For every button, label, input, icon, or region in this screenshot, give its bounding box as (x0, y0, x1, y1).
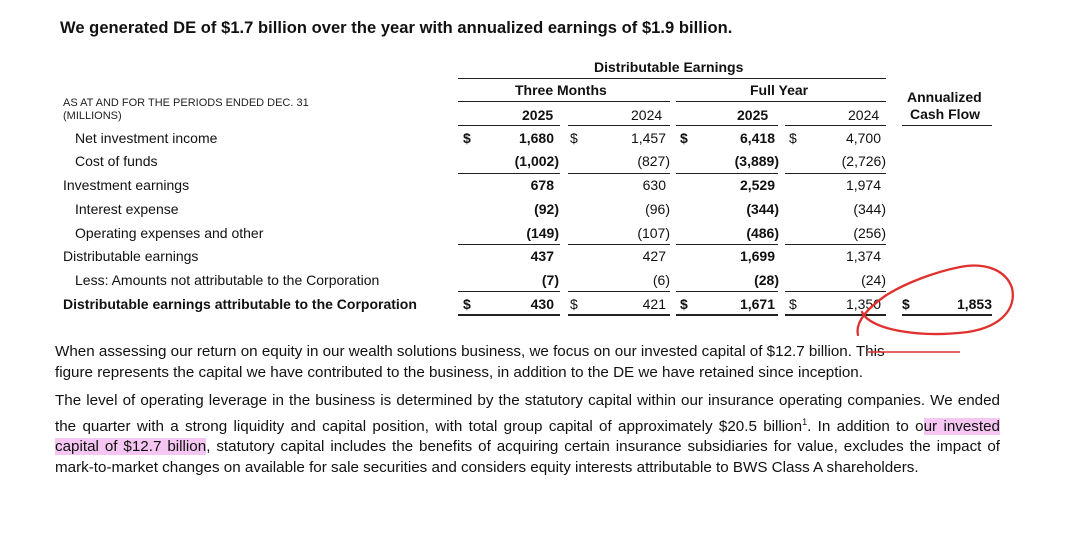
year-2025-fy: 2025 (737, 107, 769, 123)
cell-q24: (6) (652, 272, 670, 288)
paragraph-text: , statutory capital includes the benefits of acquiring certain insurance subsidiaries for value, excludes the impact of mark-to-market changes on available for sale securities and considers equity interests attributable to BWS Class A shareholders. (55, 438, 1000, 476)
subtotal-rule-1 (458, 291, 560, 292)
row-label-operating-expenses: Operating expenses and other (75, 225, 264, 241)
total-rule-2 (568, 314, 670, 316)
currency-sign: $ (789, 296, 797, 312)
row-label-investment-earnings: Investment earnings (63, 177, 190, 193)
currency-sign: $ (680, 296, 688, 312)
year-2024-q: 2024 (631, 107, 663, 123)
subtotal-rule-4 (785, 173, 886, 174)
cell-fy24: (24) (861, 272, 886, 288)
cell-fy24: 1,974 (845, 177, 881, 193)
currency-sign: $ (570, 130, 578, 146)
cell-fy24: (344) (853, 201, 886, 217)
currency-sign: $ (902, 296, 910, 312)
year-rule-3 (676, 125, 778, 126)
cell-q24: (107) (637, 225, 670, 241)
cell-q25: (1,002) (514, 153, 559, 169)
paragraph-text: . In addition to o (807, 417, 924, 435)
total-rule-4 (785, 314, 886, 316)
header-rule (458, 78, 886, 79)
footnote-marker: 1 (802, 416, 808, 427)
annualized-header-line2: Cash Flow (910, 106, 981, 122)
row-label-cost-of-funds: Cost of funds (75, 153, 158, 169)
subtotal-rule-3 (676, 291, 778, 292)
cell-fy24: 4,700 (845, 130, 881, 146)
total-rule-5 (902, 314, 992, 316)
currency-sign: $ (570, 296, 578, 312)
distributable-earnings-header: Distributable Earnings (594, 59, 744, 75)
currency-sign: $ (680, 130, 688, 146)
cell-fy25: 1,699 (739, 248, 775, 264)
cell-q25: 437 (530, 248, 554, 264)
year-2024-fy: 2024 (848, 107, 880, 123)
table-units: (MILLIONS) (63, 110, 122, 122)
three-months-rule (458, 101, 670, 102)
subtotal-rule-4 (785, 291, 886, 292)
subtotal-rule-4 (785, 244, 886, 245)
three-months-header: Three Months (515, 82, 607, 98)
row-label-less-amounts: Less: Amounts not attributable to the Corporation (75, 272, 380, 288)
full-year-rule (676, 101, 886, 102)
cell-fy25: 1,671 (739, 296, 775, 312)
cell-q24: 630 (642, 177, 666, 193)
cell-fy24: 1,374 (845, 248, 881, 264)
row-label-distributable-earnings: Distributable earnings (63, 248, 199, 264)
cell-fy25: 2,529 (739, 177, 775, 193)
cell-annualized: 1,853 (956, 296, 992, 312)
cell-q25: (92) (534, 201, 559, 217)
year-rule-1 (458, 125, 560, 126)
year-rule-5 (902, 125, 992, 126)
cell-q25: 430 (530, 296, 554, 312)
paragraph-line: figure represents the capital we have contributed to the business, in addition to the DE we have retained since inception. (55, 363, 863, 381)
cell-fy24: (2,726) (841, 153, 886, 169)
total-rule-1 (458, 314, 560, 316)
total-rule-3 (676, 314, 778, 316)
cell-fy24: (256) (853, 225, 886, 241)
cell-fy25: (28) (754, 272, 779, 288)
cell-q25: (149) (526, 225, 559, 241)
paragraph-invested-capital (55, 342, 1000, 383)
cell-fy24: 1,350 (845, 296, 881, 312)
row-label-interest-expense: Interest expense (75, 201, 179, 217)
cell-q24: (96) (645, 201, 670, 217)
year-rule-2 (568, 125, 670, 126)
currency-sign: $ (789, 130, 797, 146)
paragraph-text: The level of operating leverage in the business is determined by the statutory capital within our insurance operating companies. We ended the quarter with a strong liquidity and capital position, with total group capital of approximately $20.5 billion (55, 392, 1000, 435)
subtotal-rule-1 (458, 244, 560, 245)
cell-fy25: (344) (746, 201, 779, 217)
subtotal-rule-3 (676, 244, 778, 245)
cell-fy25: (3,889) (734, 153, 779, 169)
row-label-de-attributable: Distributable earnings attributable to the Corporation (63, 296, 417, 312)
annualized-header-line1: Annualized (907, 89, 982, 105)
currency-sign: $ (463, 296, 471, 312)
cell-q25: (7) (541, 272, 559, 288)
cell-q24: 421 (642, 296, 666, 312)
subtotal-rule-1 (458, 173, 560, 174)
year-2025-q: 2025 (522, 107, 554, 123)
headline: We generated DE of $1.7 billion over the year with annualized earnings of $1.9 billion. (60, 19, 733, 37)
cell-q24: (827) (637, 153, 670, 169)
full-year-header: Full Year (750, 82, 809, 98)
subtotal-rule-2 (568, 173, 670, 174)
paragraph-line: When assessing our return on equity in our wealth solutions business, we focus on our invested capital of $12.7 billion. This (55, 343, 885, 360)
cell-fy25: (486) (746, 225, 779, 241)
cell-q24: 1,457 (630, 130, 666, 146)
subtotal-rule-2 (568, 291, 670, 292)
subtotal-rule-2 (568, 244, 670, 245)
cell-q24: 427 (642, 248, 666, 264)
row-label-net-investment-income: Net investment income (75, 130, 218, 146)
cell-q25: 1,680 (518, 130, 554, 146)
paragraph-operating-leverage (55, 391, 1000, 478)
year-rule-4 (785, 125, 886, 126)
currency-sign: $ (463, 130, 471, 146)
subtotal-rule-3 (676, 173, 778, 174)
highlighted-text: ur invested capital of $12.7 billion (55, 417, 1001, 456)
cell-q25: 678 (530, 177, 554, 193)
cell-fy25: 6,418 (739, 130, 775, 146)
table-caption: AS AT AND FOR THE PERIODS ENDED DEC. 31 (63, 97, 309, 109)
